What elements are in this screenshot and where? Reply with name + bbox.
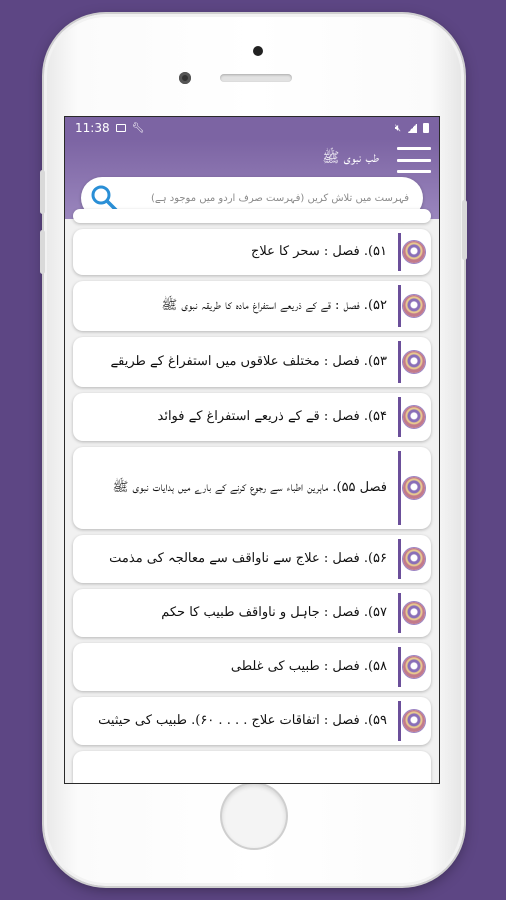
list-item[interactable] (73, 393, 431, 441)
volume-button (40, 230, 45, 274)
app-logo-icon (403, 295, 425, 317)
list-item-divider (398, 451, 401, 525)
list-item-label: ۵۷). فصل : جاہل و ناواقف طبیب کا حکم (161, 604, 387, 620)
list-item-divider (398, 233, 401, 271)
list-item-divider (398, 539, 401, 579)
list-item[interactable] (73, 697, 431, 745)
home-button[interactable] (222, 784, 286, 848)
app-logo-icon (403, 710, 425, 732)
list-item-divider (398, 701, 401, 741)
list-item[interactable] (73, 229, 431, 275)
battery-icon (423, 123, 429, 133)
list-item-divider (398, 285, 401, 327)
list-item-label: ۵۸). فصل : طبیب کی غلطی (230, 658, 387, 674)
image-notification-icon (116, 124, 126, 132)
list-item[interactable] (73, 535, 431, 583)
list-item[interactable] (73, 643, 431, 691)
hamburger-menu-icon[interactable] (397, 147, 431, 173)
power-button (462, 200, 467, 260)
wrench-notification-icon: 🔧︎ (131, 122, 145, 134)
list-item-label: ۵۱). فصل : سحر کا علاج (250, 243, 387, 259)
list-item-label: فصل ۵۵). ماہرین اطباء سے رجوع کرنے کے بارے میں ہدایات نبوی ﷺ (112, 479, 387, 495)
earpiece (220, 74, 292, 82)
app-logo-icon (403, 602, 425, 624)
status-bar (65, 117, 439, 139)
app-logo-icon (403, 548, 425, 570)
app-logo-icon (403, 241, 425, 263)
front-camera (179, 72, 191, 84)
mute-icon: 🔇︎ (394, 122, 401, 134)
status-time: 11:38 (75, 121, 110, 135)
search-input[interactable] (125, 185, 409, 211)
list-item[interactable] (73, 751, 431, 784)
list-item-label: ۵۹). فصل : اتفاقات علاج . . . . ۶۰). طبیب کی حیثیت (98, 712, 387, 728)
front-speaker-dot (253, 46, 263, 56)
list-item-label: ۵۴). فصل : قے کے ذریعے استفراغ کے فوائد (157, 408, 387, 424)
list-item[interactable] (73, 337, 431, 387)
list-item-label: ۵۳). فصل : مختلف علاقوں میں استفراغ کے طریقے (110, 353, 387, 369)
list-item-divider (398, 647, 401, 687)
volume-button (40, 170, 45, 214)
app-logo-icon (403, 477, 425, 499)
app-header (65, 139, 439, 219)
app-logo-icon (403, 656, 425, 678)
list-item-divider (398, 593, 401, 633)
list-item[interactable] (73, 589, 431, 637)
list-item[interactable] (73, 447, 431, 529)
app-logo-icon (403, 406, 425, 428)
list-item-label: ۵۶). فصل : علاج سے ناواقف سے معالجہ کی مذمت (109, 550, 387, 566)
list-item[interactable] (73, 209, 431, 223)
list-item-divider (398, 397, 401, 437)
list-item[interactable] (73, 281, 431, 331)
page-title: طب نبوی ﷺ (322, 150, 379, 166)
phone-screen (64, 116, 440, 784)
signal-icon (407, 124, 417, 133)
list-item-divider (398, 341, 401, 383)
app-logo-icon (403, 351, 425, 373)
list-item-label: ۵۲). فصل : قے کے ذریعے استفراغ مادہ کا طریقہ نبوی ﷺ (161, 297, 387, 313)
